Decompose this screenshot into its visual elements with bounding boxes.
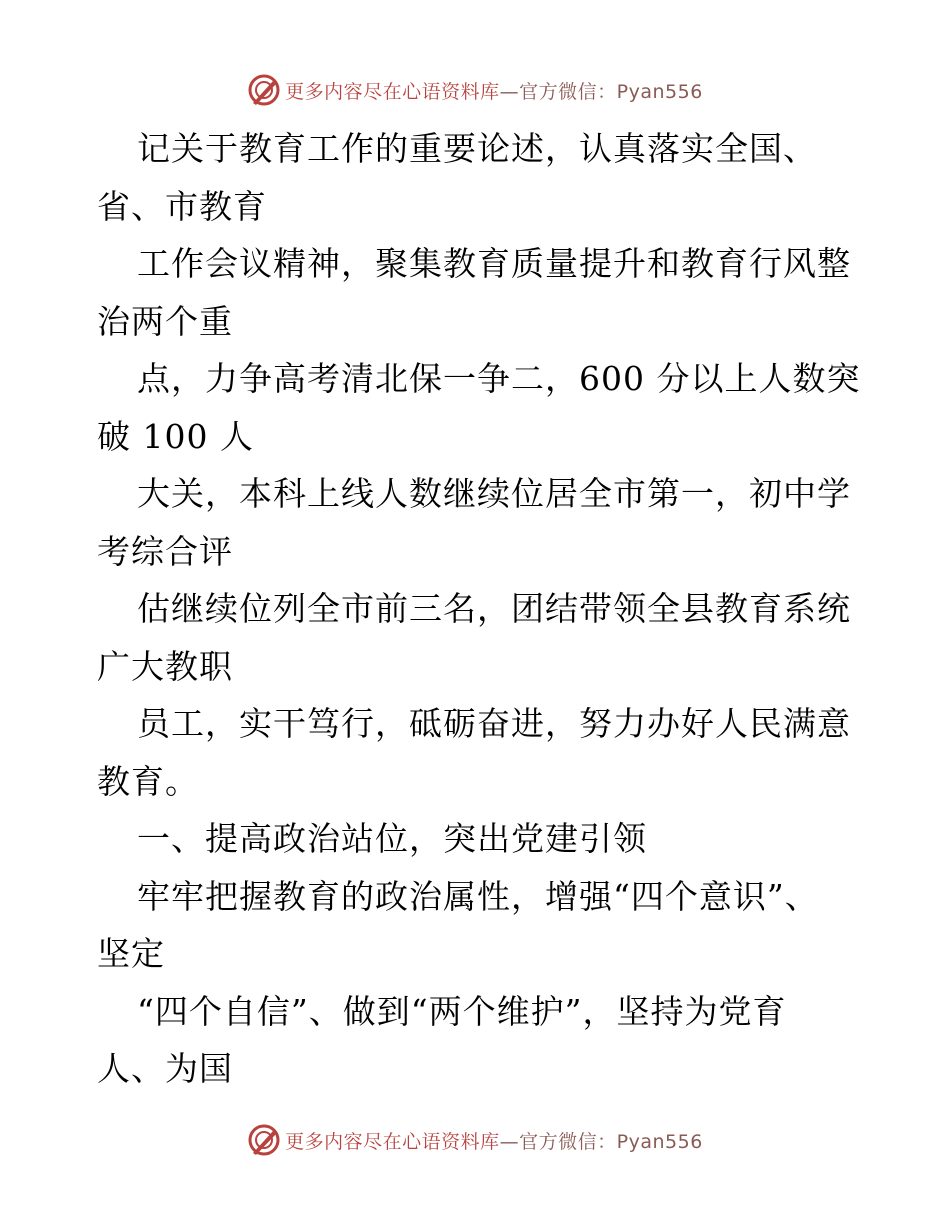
text-line: 工作会议精神，聚集教育质量提升和教育行风整 xyxy=(137,244,851,283)
text-line: 人、为国 xyxy=(97,1049,233,1088)
text-line: 牢牢把握教育的政治属性，增强“四个意识”、 xyxy=(137,876,819,916)
text-line: 破 100 人 xyxy=(97,416,254,456)
footer-banner xyxy=(0,1120,950,1160)
text-line: 记关于教育工作的重要论述，认真落实全国、 xyxy=(137,129,817,168)
text-line: 一、提高政治站位，突出党建引领 xyxy=(137,819,647,858)
text-line: “四个自信”、做到“两个维护”，坚持为党育 xyxy=(137,991,787,1031)
text-line: 员工，实干笃行，砥砺奋进，努力办好人民满意 xyxy=(137,704,851,743)
text-line: 点，力争高考清北保一争二，600 分以上人数突 xyxy=(137,359,861,398)
text-line: 教育。 xyxy=(97,761,199,801)
text-line: 广大教职 xyxy=(97,646,233,686)
header-banner xyxy=(0,70,950,110)
text-line: 省、市教育 xyxy=(97,186,267,226)
banner-text: 更多内容尽在心语资料库—官方微信：Pyan556 xyxy=(285,80,703,103)
text-line: 考综合评 xyxy=(97,531,233,571)
banner-text: 更多内容尽在心语资料库—官方微信：Pyan556 xyxy=(285,1130,703,1153)
pen-logo-icon xyxy=(247,1123,281,1157)
text-line: 治两个重 xyxy=(97,301,233,341)
pen-logo-icon xyxy=(247,73,281,107)
text-line: 坚定 xyxy=(97,934,165,973)
document-body xyxy=(97,120,861,1098)
text-line: 大关，本科上线人数继续位居全市第一，初中学 xyxy=(137,474,851,513)
text-line: 估继续位列全市前三名，团结带领全县教育系统 xyxy=(137,589,851,628)
